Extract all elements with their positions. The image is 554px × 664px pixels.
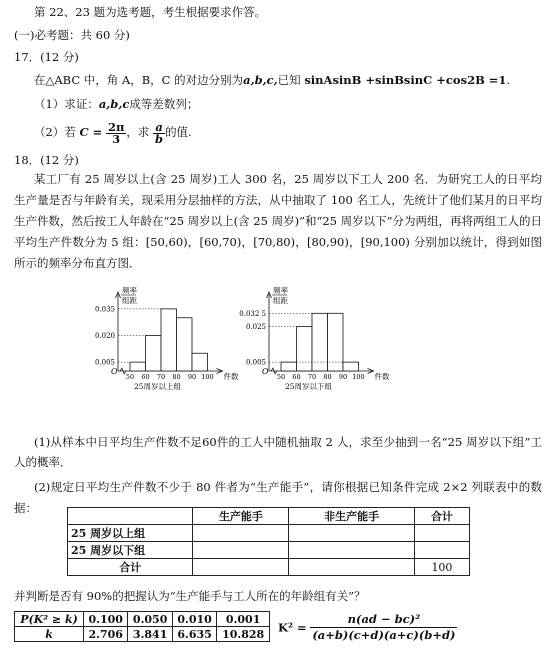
q17-part1-b: 成等差数列； — [129, 97, 199, 111]
table-cell: 3.841 — [128, 627, 172, 642]
fraction-numerator: 2π — [107, 119, 125, 134]
table-cell: 25 周岁以下组 — [68, 542, 193, 559]
section-heading: (一)必考题：共 60 分) — [14, 28, 130, 42]
x-axis-label: 件数 — [223, 372, 239, 381]
q17-part2-a: （2）若 — [34, 125, 76, 139]
fraction-denominator: b — [155, 131, 164, 146]
origin-label: O — [111, 367, 118, 376]
table-row — [68, 559, 470, 576]
histogram-bar — [297, 327, 313, 371]
q18-number: 18．(12 分) — [14, 153, 79, 167]
x-tick-label: 80 — [323, 373, 332, 381]
table-cell[interactable] — [289, 542, 414, 559]
q18-part2: (2)规定日平均生产件数不少于 80 件者为“生产能手”，请你根据已知条件完成 2×2 列联表中的数据： — [14, 480, 542, 515]
histogram-over-25 — [82, 286, 252, 396]
table-cell: 0.010 — [172, 612, 216, 627]
table-cell: 0.100 — [84, 612, 128, 627]
table-cell: 合计 — [68, 559, 193, 576]
q18-part1: (1)从样本中日平均生产件数不足60件的工人中随机抽取 2 人，求至少抽到一名“25 周岁以下组”工人的概率． — [14, 435, 542, 469]
histogram-bar — [177, 318, 193, 371]
x-tick-label: 90 — [338, 373, 348, 381]
x-tick-label: 70 — [156, 373, 166, 381]
histogram-bar — [343, 362, 359, 371]
table-cell: 10.828 — [217, 627, 270, 642]
histogram-bar — [146, 336, 162, 372]
x-tick-label: 60 — [141, 373, 150, 381]
y-tick-label: 0.035 — [94, 305, 115, 314]
chart-caption: 25周岁以上组 — [134, 382, 182, 391]
table-row-label: k — [15, 627, 84, 642]
table-cell[interactable] — [193, 525, 289, 542]
formula-lhs: K² = — [278, 620, 307, 635]
formula-denominator: (a+b)(c+d)(a+c)(b+d) — [312, 628, 456, 642]
fraction-numerator: a — [153, 122, 165, 134]
y-label-top: 频率 — [273, 286, 288, 295]
table-cell[interactable] — [289, 525, 414, 542]
x-tick-label: 90 — [187, 373, 197, 381]
chi-square-formula — [278, 612, 457, 643]
y-tick-label: 0.032 5 — [239, 309, 266, 318]
q17-part2 — [34, 120, 192, 145]
table-cell: 0.050 — [128, 612, 172, 627]
table-cell[interactable] — [193, 559, 289, 576]
y-tick-label: 0.025 — [245, 323, 266, 332]
q17-part2-ab-fraction — [153, 119, 165, 146]
chart-caption: 25周岁以下组 — [285, 382, 333, 391]
table-cell: 25 周岁以上组 — [68, 525, 193, 542]
table-header-row — [68, 508, 470, 525]
q17-part2-end: 的值. — [165, 125, 192, 139]
q17-equation: sinAsinB +sinBsinC +cos2B =1 — [304, 73, 507, 87]
q17-part1-a: （1）求证： — [34, 97, 99, 111]
x-tick-label: 60 — [292, 373, 301, 381]
q17-number: 17．(12 分) — [14, 50, 79, 64]
x-tick-label: 50 — [276, 373, 286, 381]
table-row — [68, 525, 470, 542]
critical-value-table — [14, 611, 270, 642]
table-row — [15, 612, 270, 627]
table-cell: 6.635 — [172, 627, 216, 642]
y-tick-label: 0.005 — [245, 358, 266, 367]
histogram-bar — [161, 309, 177, 371]
x-tick-label: 70 — [307, 373, 317, 381]
table-cell[interactable] — [193, 542, 289, 559]
formula-fraction — [310, 612, 457, 643]
histogram-bar — [192, 353, 208, 371]
table-header-cell — [68, 508, 193, 525]
x-tick-label: 50 — [125, 373, 135, 381]
contingency-table — [67, 507, 470, 576]
section-note: 第 22、23 题为选考题，考生根据要求作答。 — [34, 5, 267, 19]
origin-label: O — [262, 367, 269, 376]
q17-part1-vars: a,b,c — [98, 97, 130, 111]
table-header-cell: 非生产能手 — [289, 508, 414, 525]
y-tick-label: 0.005 — [94, 358, 115, 367]
table-header-cell: 生产能手 — [193, 508, 289, 525]
table-cell[interactable] — [414, 525, 469, 542]
q17-part1 — [34, 96, 198, 112]
table-cell: 0.001 — [217, 612, 270, 627]
table-row — [68, 542, 470, 559]
table-cell: 100 — [414, 559, 469, 576]
table-row-label: P(K² ≥ k) — [15, 612, 84, 627]
q17-text-a: 在△ABC 中，角 A，B，C 的对边分别为 — [34, 73, 244, 87]
table-cell[interactable] — [414, 542, 469, 559]
q17-vars: a,b,c, — [243, 73, 278, 87]
q18-part3: 并判断是否有 90%的把握认为“生产能手与工人所在的年龄组有关”？ — [14, 589, 366, 603]
histogram-bar — [130, 362, 146, 371]
x-tick-label: 100 — [201, 373, 214, 381]
q17-part2-fraction — [106, 119, 126, 146]
q17-text-b: 已知 — [277, 73, 301, 87]
x-axis-label: 件数 — [374, 372, 390, 381]
formula-numerator: n(ad − bc)² — [310, 612, 457, 628]
table-cell: 2.706 — [84, 627, 128, 642]
x-tick-label: 80 — [172, 373, 181, 381]
q17-part2-c: C = — [79, 125, 103, 139]
table-row — [15, 627, 270, 642]
table-header-cell: 合计 — [414, 508, 469, 525]
y-tick-label: 0.020 — [94, 332, 115, 340]
table-cell[interactable] — [289, 559, 414, 576]
q17-statement — [34, 72, 510, 88]
x-tick-label: 100 — [352, 373, 365, 381]
y-label-bottom: 组距 — [122, 296, 137, 305]
y-label-bottom: 组距 — [273, 296, 288, 305]
q18-paragraph: 某工厂有 25 周岁以上(含 25 周岁)工人 300 名，25 周岁以下工人 200 名．为研究工人的日平均生产量是否与年龄有关，现采用分层抽样的方法，从中抽取了 100 名工人，先统计了他们某月的日平均生产件数，然后按工人年龄在“25 周岁以上(含 25 周岁)”和“25 周岁以下”分为两组，再将两组工人的日平均生产件数分为 5 组：[50,60)，[60,70)，[70,80)，[80,90)，[90,100) 分别加以统计，得到如图所示的频率分布直方图． — [14, 172, 543, 270]
y-label-top: 频率 — [122, 286, 137, 295]
histogram-under-25 — [233, 286, 403, 396]
q17-part2-b: ，求 — [126, 125, 150, 139]
fraction-denominator: 3 — [112, 131, 121, 146]
q17-end: . — [506, 73, 511, 87]
histogram-bar — [281, 362, 297, 371]
